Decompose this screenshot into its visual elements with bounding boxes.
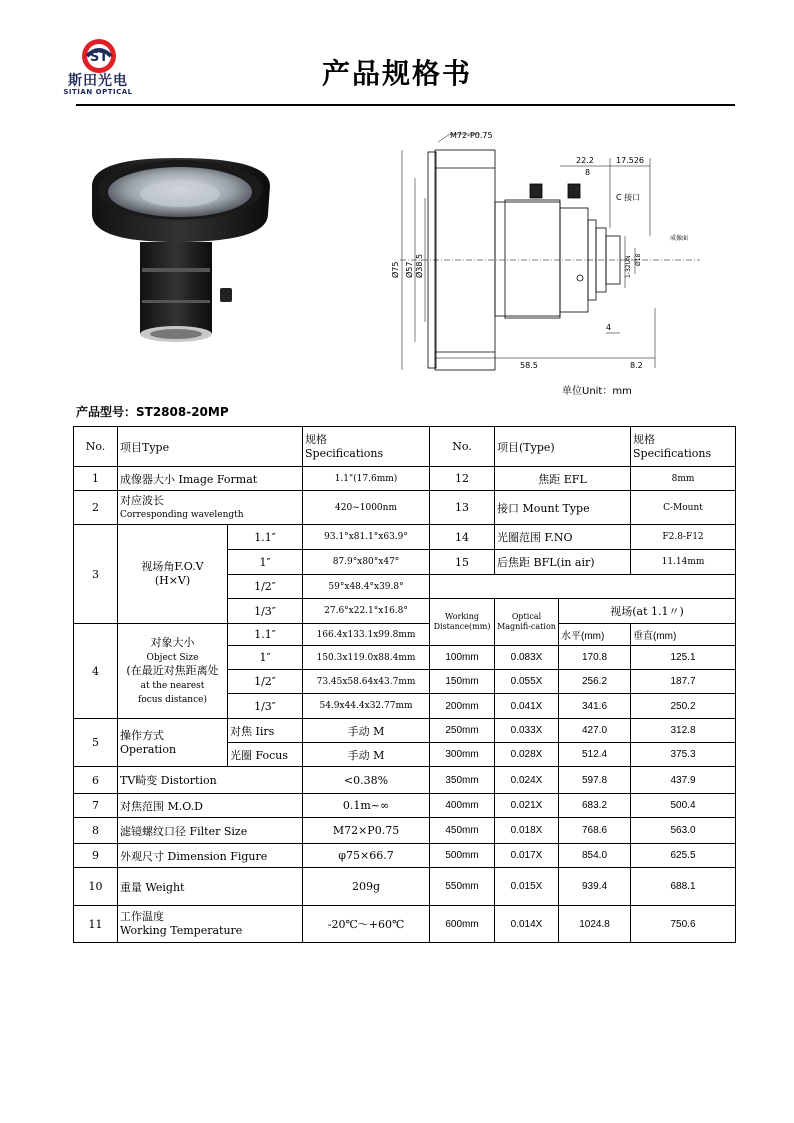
cell-item: 光圈范围 F.NO <box>495 525 631 550</box>
cell-spec: 手动 M <box>303 743 430 767</box>
cell-spec: 59°x48.4°x39.8° <box>303 575 430 599</box>
wd-cell: 500mm <box>430 844 495 868</box>
wd-cell: 200mm <box>430 694 495 719</box>
cell-no: 10 <box>74 868 118 906</box>
cell-spec: 手动 M <box>303 719 430 743</box>
om-header: Optical Magnifi-cation <box>495 599 559 646</box>
label-c-mount: C 接口 <box>616 193 641 202</box>
cell-no: 3 <box>74 525 118 624</box>
table-row <box>74 624 736 646</box>
mag-cell: 0.015X <box>495 868 559 906</box>
cell-item: 后焦距 BFL(in air) <box>495 550 631 575</box>
h-cell: 597.8 <box>559 767 631 794</box>
mag-cell: 0.033X <box>495 719 559 743</box>
cell-size: 1″ <box>228 550 303 575</box>
table-row <box>74 868 736 906</box>
wd-cell: 400mm <box>430 794 495 818</box>
logo-glyph: ST <box>89 50 109 65</box>
mag-cell: 0.021X <box>495 794 559 818</box>
h-cell: 768.6 <box>559 818 631 844</box>
cell-no: 12 <box>430 467 495 491</box>
dim-17: 17.526 <box>616 156 644 165</box>
cell-spec: 87.9°x80°x47° <box>303 550 430 575</box>
cell-no: 2 <box>74 491 118 525</box>
v-cell: 625.5 <box>631 844 736 868</box>
cell-spec: -20℃～+60℃ <box>303 906 430 943</box>
cell-size: 1.1″ <box>228 525 303 550</box>
h-cell: 256.2 <box>559 670 631 694</box>
v-cell: 187.7 <box>631 670 736 694</box>
mag-cell: 0.014X <box>495 906 559 943</box>
h-cell: 683.2 <box>559 794 631 818</box>
cell-spec: 93.1°x81.1°x63.9° <box>303 525 430 550</box>
wd-cell: 550mm <box>430 868 495 906</box>
document-title: 产品规格书 <box>321 57 472 90</box>
v-cell: 500.4 <box>631 794 736 818</box>
cell-sub: 对焦 Iirs <box>228 719 303 743</box>
cell-no: 4 <box>74 624 118 719</box>
cell-spec: 27.6°x22.1°x16.8° <box>303 599 430 624</box>
cell-item: 外观尺寸 Dimension Figure <box>118 844 303 868</box>
unit-note: 单位Unit：mm <box>562 386 632 397</box>
table-row <box>74 767 736 794</box>
cell-item: 接口 Mount Type <box>495 491 631 525</box>
dim-82: 8.2 <box>630 361 643 370</box>
cell-item: 对应波长 Corresponding wavelength <box>118 491 303 525</box>
h-spec2: 规格 Specifications <box>631 427 736 467</box>
cell-spec: F2.8-F12 <box>631 525 736 550</box>
dim-dia38: Ø38.5 <box>415 253 424 278</box>
dim-22: 22.2 <box>576 156 594 165</box>
h-cell: 341.6 <box>559 694 631 719</box>
cell-spec: 209g <box>303 868 430 906</box>
logo-en-text: SITIAN OPTICAL <box>63 88 133 96</box>
dim-8a: 8 <box>585 168 591 177</box>
cell-no: 7 <box>74 794 118 818</box>
h-cell: 939.4 <box>559 868 631 906</box>
cell-spec: 8mm <box>631 467 736 491</box>
cell-item: 视场角F.O.V (H×V) <box>118 525 228 624</box>
cell-no: 9 <box>74 844 118 868</box>
table-row <box>74 794 736 818</box>
cell-spec: 73.45x58.64x43.7mm <box>303 670 430 694</box>
wd-cell: 350mm <box>430 767 495 794</box>
h-no: No. <box>74 427 118 467</box>
cell-spec: <0.38% <box>303 767 430 794</box>
cell-size: 1/3″ <box>228 599 303 624</box>
h-item: 项目Type <box>118 427 303 467</box>
cell-spec: 0.1m~∞ <box>303 794 430 818</box>
cell-spec: 420~1000nm <box>303 491 430 525</box>
dim-4: 4 <box>606 323 612 332</box>
cell-item: 焦距 EFL <box>495 467 631 491</box>
wd-cell: 450mm <box>430 818 495 844</box>
wd-cell: 300mm <box>430 743 495 767</box>
cell-no: 6 <box>74 767 118 794</box>
spec-table <box>73 426 736 943</box>
cell-no: 15 <box>430 550 495 575</box>
cell-size: 1/2″ <box>228 670 303 694</box>
wd-cell: 250mm <box>430 719 495 743</box>
table-row <box>74 467 736 491</box>
v-cell: 563.0 <box>631 818 736 844</box>
cell-spec: 1.1"(17.6mm) <box>303 467 430 491</box>
v-cell: 688.1 <box>631 868 736 906</box>
v-cell: 375.3 <box>631 743 736 767</box>
h-col: 水平(mm) <box>559 624 631 646</box>
cell-empty <box>430 575 736 599</box>
cell-item: 重量 Weight <box>118 868 303 906</box>
cell-size: 1/3″ <box>228 694 303 719</box>
cell-item: 对焦范围 M.O.D <box>118 794 303 818</box>
h-cell: 1024.8 <box>559 906 631 943</box>
h-cell: 512.4 <box>559 743 631 767</box>
table-row <box>74 844 736 868</box>
dim-thread: M72-P0.75 <box>450 131 493 140</box>
logo-cn-text: 斯田光电 <box>68 73 128 89</box>
cell-no: 5 <box>74 719 118 767</box>
mag-cell: 0.083X <box>495 646 559 670</box>
table-row <box>74 525 736 550</box>
cell-item: 工作温度 Working Temperature <box>118 906 303 943</box>
cell-no: 14 <box>430 525 495 550</box>
v-cell: 437.9 <box>631 767 736 794</box>
dim-dia57: Ø57 <box>405 261 414 278</box>
wd-cell: 100mm <box>430 646 495 670</box>
h-spec: 规格 Specifications <box>303 427 430 467</box>
h-cell: 427.0 <box>559 719 631 743</box>
cell-spec: C-Mount <box>631 491 736 525</box>
header-rule <box>76 104 735 106</box>
cell-item: 操作方式 Operation <box>118 719 228 767</box>
v-cell: 312.8 <box>631 719 736 743</box>
label-image-plane: 成像面 <box>670 235 689 242</box>
dim-dia18: Ø18 <box>635 253 642 266</box>
cell-spec: 54.9x44.4x32.77mm <box>303 694 430 719</box>
fov-header: 视场(at 1.1〃) <box>559 599 736 624</box>
model-label: 产品型号：ST2808-20MP <box>76 405 229 419</box>
cell-no: 1 <box>74 467 118 491</box>
cell-item: TV畸变 Distortion <box>118 767 303 794</box>
mag-cell: 0.028X <box>495 743 559 767</box>
wd-header: Working Distance(mm) <box>430 599 495 646</box>
dimension-drawing <box>380 128 720 388</box>
mag-cell: 0.024X <box>495 767 559 794</box>
v-col: 垂直(mm) <box>631 624 736 646</box>
dim-thread-c: 1-32UN <box>625 255 632 278</box>
dim-58: 58.5 <box>520 361 538 370</box>
cell-item: 滤镜螺纹口径 Filter Size <box>118 818 303 844</box>
wd-cell: 600mm <box>430 906 495 943</box>
mag-cell: 0.041X <box>495 694 559 719</box>
table-header-row <box>74 427 736 467</box>
cell-no: 11 <box>74 906 118 943</box>
cell-sub: 光圈 Focus <box>228 743 303 767</box>
h-no2: No. <box>430 427 495 467</box>
cell-no: 13 <box>430 491 495 525</box>
cell-item: 对象大小 Object Size (在最近对焦距离处 at the nearest focus distance) <box>118 624 228 719</box>
mag-cell: 0.018X <box>495 818 559 844</box>
table-row <box>74 491 736 525</box>
cell-spec: 150.3x119.0x88.4mm <box>303 646 430 670</box>
table-row <box>74 719 736 743</box>
cell-size: 1/2″ <box>228 575 303 599</box>
cell-item: 成像器大小 Image Format <box>118 467 303 491</box>
cell-size: 1″ <box>228 646 303 670</box>
h-cell: 854.0 <box>559 844 631 868</box>
table-row <box>74 906 736 943</box>
h-item2: 项目(Type) <box>495 427 631 467</box>
cell-spec: M72×P0.75 <box>303 818 430 844</box>
table-row <box>74 818 736 844</box>
cell-spec: 11.14mm <box>631 550 736 575</box>
v-cell: 750.6 <box>631 906 736 943</box>
v-cell: 125.1 <box>631 646 736 670</box>
cell-size: 1.1″ <box>228 624 303 646</box>
cell-spec: φ75×66.7 <box>303 844 430 868</box>
v-cell: 250.2 <box>631 694 736 719</box>
cell-spec: 166.4x133.1x99.8mm <box>303 624 430 646</box>
lens-photo <box>82 150 282 350</box>
dim-dia75: Ø75 <box>391 261 400 278</box>
wd-cell: 150mm <box>430 670 495 694</box>
mag-cell: 0.017X <box>495 844 559 868</box>
h-cell: 170.8 <box>559 646 631 670</box>
cell-no: 8 <box>74 818 118 844</box>
mag-cell: 0.055X <box>495 670 559 694</box>
